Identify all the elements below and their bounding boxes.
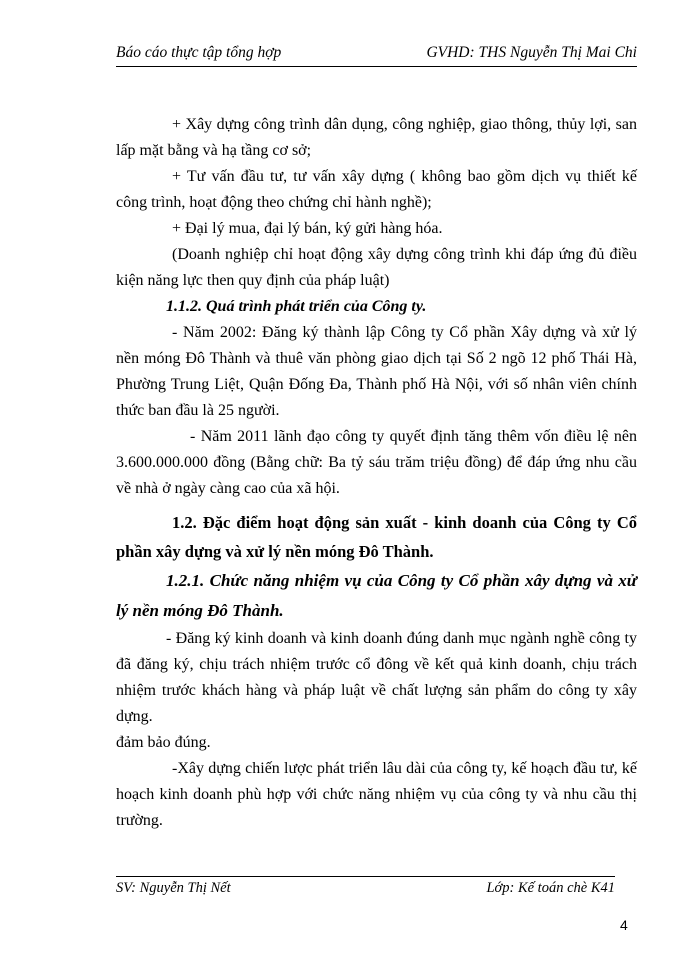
paragraph-2011: - Năm 2011 lãnh đạo công ty quyết định tăng thêm vốn điều lệ nên 3.600.000.000 đồng (Bằng chữ: Ba tỷ sáu trăm triệu đồng) để đáp ứng nhu cầu về nhà ở ngày càng cao của xã hội. xyxy=(116,428,637,497)
paragraph-note: (Doanh nghiệp chỉ hoạt động xây dựng công trình khi đáp ứng đủ điều kiện năng lực then quy định của pháp luật) xyxy=(116,246,637,289)
header-report-title: Báo cáo thực tập tổng hợp xyxy=(116,44,282,61)
page-footer xyxy=(116,876,615,901)
heading-1-2-1: 1.2.1. Chức năng nhiệm vụ của Công ty Cổ phần xây dựng và xử lý nền móng Đô Thành. xyxy=(116,571,637,620)
header-supervisor: GVHD: THS Nguyễn Thị Mai Chi xyxy=(426,44,637,61)
footer-class: Lớp: Kế toán chè K41 xyxy=(486,880,615,896)
paragraph-ensure: đảm bảo đúng. xyxy=(116,734,211,751)
heading-1-2: 1.2. Đặc điểm hoạt động sản xuất - kinh doanh của Công ty Cổ phần xây dựng và xử lý nền móng Đô Thành. xyxy=(116,513,637,561)
heading-1-1-2: 1.1.2. Quá trình phát triển của Công ty. xyxy=(166,298,427,315)
footer-student: SV: Nguyễn Thị Nết xyxy=(116,880,231,896)
document-body xyxy=(116,112,637,834)
paragraph-2002: - Năm 2002: Đăng ký thành lập Công ty Cổ phần Xây dựng và xử lý nền móng Đô Thành và thuê văn phòng giao dịch tại Số 2 ngõ 12 phố Thái Hà, Phường Trung Liệt, Quận Đống Đa, Thành phố Hà Nội, với số nhân viên chính thức ban đầu là 25 người. xyxy=(116,324,637,419)
paragraph-strategy: -Xây dựng chiến lược phát triển lâu dài của công ty, kế hoạch đầu tư, kế hoạch kinh doanh phù hợp với chức năng nhiệm vụ của công ty và nhu cầu thị trường. xyxy=(116,760,637,829)
paragraph-registration: - Đăng ký kinh doanh và kinh doanh đúng danh mục ngành nghề công ty đã đăng ký, chịu trách nhiệm trước cổ đông về kết quả kinh doanh, chịu trách nhiệm trước khách hàng và pháp luật về chất lượng sản phẩm do công ty xây dựng. xyxy=(116,630,637,725)
paragraph-agency: + Đại lý mua, đại lý bán, ký gửi hàng hóa. xyxy=(172,220,443,237)
paragraph-consulting: + Tư vấn đầu tư, tư vấn xây dựng ( không bao gồm dịch vụ thiết kế công trình, hoạt động theo chứng chỉ hành nghề); xyxy=(116,168,637,211)
page-number: 4 xyxy=(620,917,628,933)
paragraph-construction: + Xây dựng công trình dân dụng, công nghiệp, giao thông, thủy lợi, san lấp mặt bằng và hạ tầng cơ sở; xyxy=(116,116,637,159)
page-header xyxy=(116,40,637,67)
